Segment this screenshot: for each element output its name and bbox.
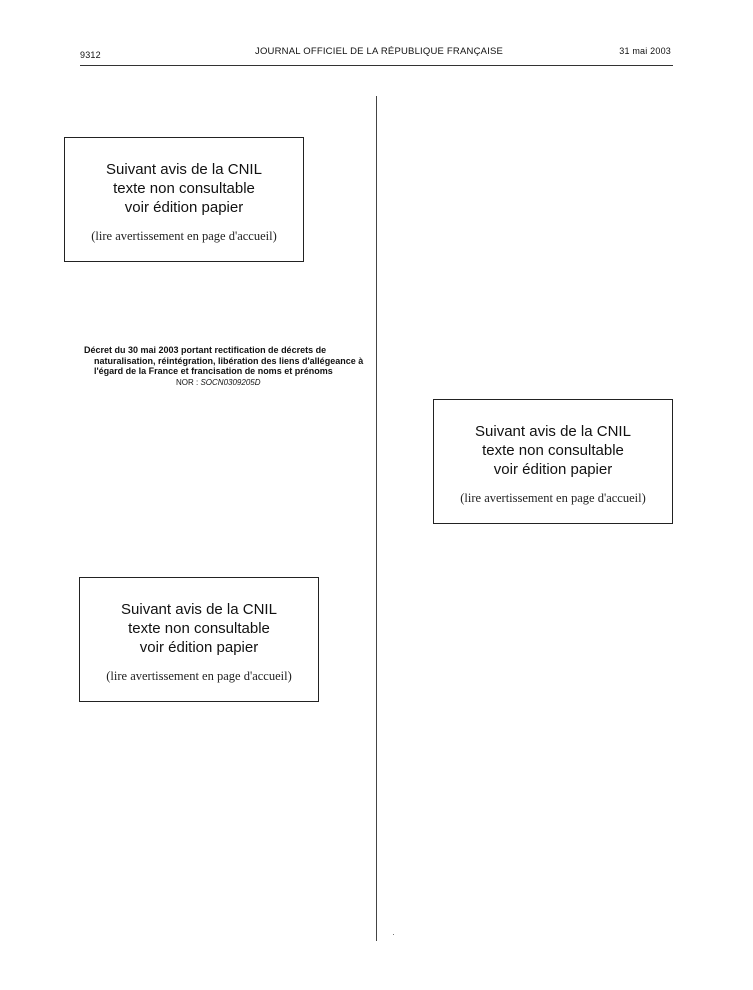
cnil-notice-line: texte non consultable (113, 180, 255, 197)
cnil-notice-note: (lire avertissement en page d'accueil) (460, 491, 646, 505)
cnil-notice-line: texte non consultable (482, 442, 624, 459)
page-header (80, 44, 673, 62)
print-speck (393, 934, 394, 935)
cnil-notice-note: (lire avertissement en page d'accueil) (106, 669, 292, 683)
cnil-notice-line: Suivant avis de la CNIL (106, 161, 262, 178)
publication-date: 31 mai 2003 (619, 46, 671, 56)
cnil-notice-line: texte non consultable (128, 620, 270, 637)
cnil-notice-line: Suivant avis de la CNIL (475, 423, 631, 440)
page-number: 9312 (80, 50, 101, 60)
cnil-notice-box (79, 577, 319, 702)
nor-code: SOCN0309205D (200, 377, 261, 387)
cnil-notice-line: voir édition papier (139, 639, 259, 656)
cnil-notice-line: Suivant avis de la CNIL (121, 601, 277, 618)
decree-title: Décret du 30 mai 2003 portant rectification de décrets de naturalisation, réintégration, libération des liens d'allégeance à l'égard de la France et francisation de noms et prénoms (84, 345, 364, 376)
cnil-notice-line: voir édition papier (493, 461, 613, 478)
cnil-notice-line: voir édition papier (124, 199, 244, 216)
decree-nor (84, 378, 372, 389)
journal-title: JOURNAL OFFICIEL DE LA RÉPUBLIQUE FRANÇAISE (255, 46, 504, 57)
header-rule (80, 65, 673, 66)
cnil-notice-note: (lire avertissement en page d'accueil) (91, 229, 277, 243)
cnil-notice-box (433, 399, 673, 524)
decree-block (84, 345, 372, 388)
nor-label: NOR : (176, 377, 199, 387)
column-divider (376, 96, 377, 941)
cnil-notice-box (64, 137, 304, 262)
